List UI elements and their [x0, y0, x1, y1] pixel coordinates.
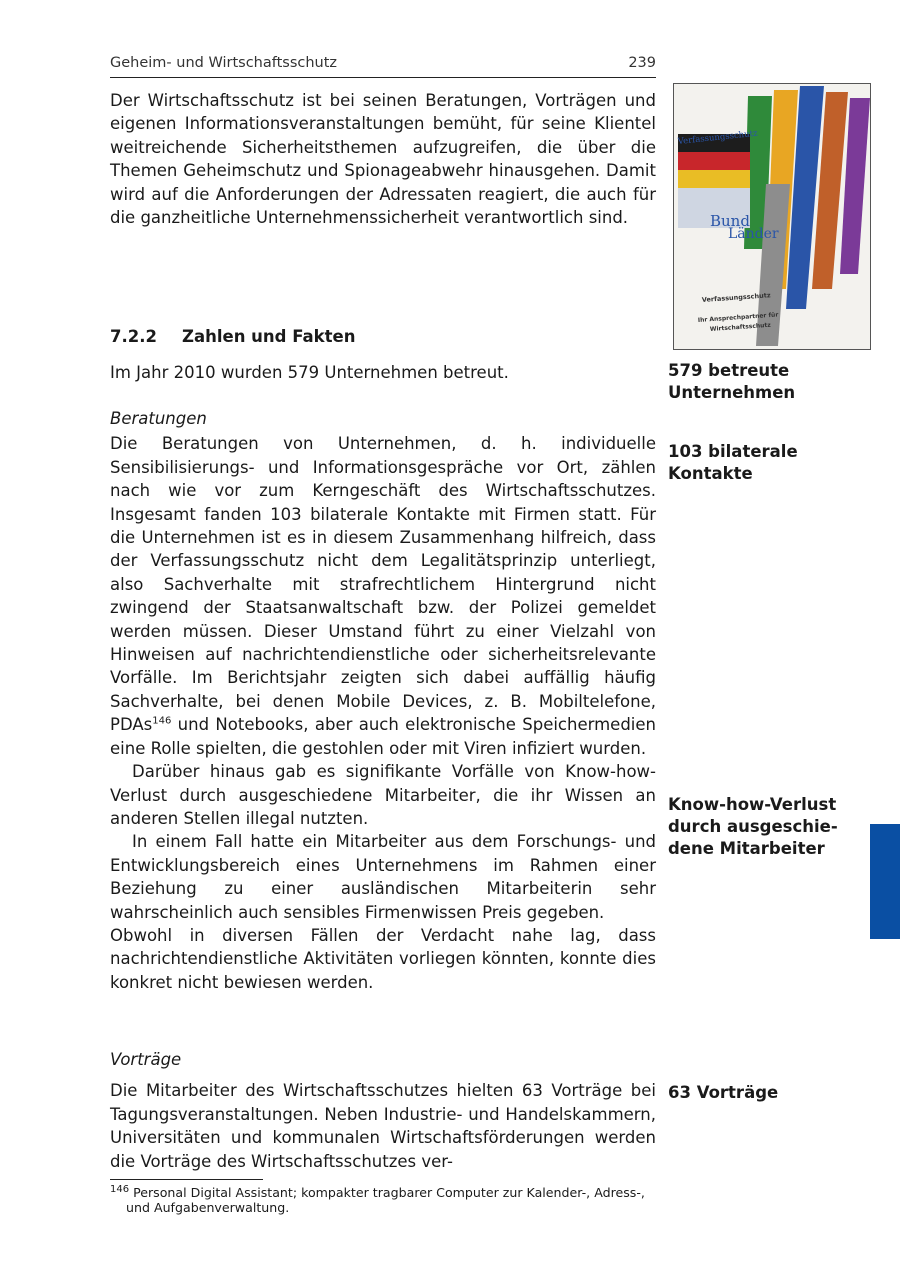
brochure-cover-graphic: [674, 84, 870, 349]
footnote-rule: [110, 1179, 263, 1180]
vortraege-block: [110, 1048, 656, 1173]
cover-title-top: Verfassungsschutz: [677, 128, 758, 147]
cover-line-3: Wirtschaftsschutz: [709, 321, 772, 333]
beratungen-paragraph-1: [110, 432, 656, 760]
beratungen-paragraph-2: Darüber hinaus gab es signifikante Vorfälle von Know-how-Verlust durch ausgeschiedene Mitarbeiter, die ihr Wissen an anderen Stellen illegal nutzten.: [110, 762, 656, 828]
margin-note-vortraege: 63 Vorträge: [668, 1083, 779, 1102]
beratungen-paragraph-3: In einem Fall hatte ein Mitarbeiter aus dem Forschungs- und Entwicklungsbereich eines Unternehmens im Rahmen einer Beziehung zu einer ausländischen Mitarbeiterin sehr wahrscheinlich auch sensibles Firmenwissen Preis gegeben.: [110, 832, 656, 922]
cover-line-1: Verfassungsschutz: [701, 291, 771, 304]
year-line-block: [110, 361, 656, 384]
footnote-number: 146: [110, 1183, 130, 1195]
section-title: Zahlen und Fakten: [182, 327, 356, 346]
footnote-ref: 146: [152, 715, 172, 727]
vortraege-heading: Vorträge: [110, 1050, 182, 1069]
footnote-text: Personal Digital Assistant; kompakter tragbarer Computer zur Kalender-, Adress-,: [129, 1185, 645, 1200]
margin-note-kontakte: 103 bilaterale Kontakte: [668, 442, 798, 483]
beratungen-heading: Beratungen: [110, 409, 207, 428]
intro-paragraph: Der Wirtschaftsschutz ist bei seinen Beratungen, Vorträgen und eigenen Informationsveranstaltungen bemüht, für seine Klientel weitreichende Sicherheitsthemen aufzugreifen, die über die Themen Geheimschutz und Spionageabwehr hinausgehen. Damit wird auf die Anforderungen der Adressaten reagiert, die auch für die ganzheitliche Unternehmenssicherheit verantwortlich sind.: [110, 91, 656, 228]
footnote-line-2: und Aufgabenverwaltung.: [126, 1200, 290, 1215]
brochure-cover-image: [673, 83, 871, 350]
cover-line-2: Ihr Ansprechpartner für: [697, 311, 779, 324]
year-line: Im Jahr 2010 wurden 579 Unternehmen betreut.: [110, 363, 509, 382]
thumb-index-tab: [870, 824, 900, 939]
footnote: [110, 1185, 670, 1215]
cover-bund: Bund: [710, 212, 750, 230]
margin-note-unternehmen: 579 betreute Unternehmen: [668, 361, 796, 402]
intro-block: [110, 89, 656, 229]
section-number: 7.2.2: [110, 327, 157, 346]
header-title: Geheim- und Wirtschaftsschutz: [110, 55, 338, 71]
margin-note-knowhow: Know-how-Verlust durch ausgeschiedene Mitarbeiter: [668, 795, 838, 858]
beratungen-paragraph-4: Obwohl in diversen Fällen der Verdacht nahe lag, dass nachrichtendienstliche Aktivitäten vorliegen könnten, konnte dies konkret nicht bewiesen werden.: [110, 925, 656, 992]
section-heading: [110, 325, 656, 348]
footnote-line-1: [110, 1185, 670, 1200]
page-number: 239: [628, 55, 656, 71]
vortraege-paragraph-1: Die Mitarbeiter des Wirtschaftsschutzes hielten 63 Vorträge bei Tagungsveranstaltungen. Neben Industrie- und Handelskammern, Universitäten und kommunalen Wirtschaftsförderungen werden die Vorträge des Wirtschaftsschutzes ver-: [110, 1081, 656, 1171]
beratungen-p1-text: Die Beratungen von Unternehmen, d. h. individuelle Sensibilisierungs- und Informationsgespräche vor Ort, zählen nach wie vor zum Kerngeschäft des Wirtschaftsschutzes. Insgesamt fanden 103 bilaterale Kontakte mit Firmen statt. Für die Unternehmen ist es in diesem Zusammenhang hilfreich, dass der Verfassungsschutz nicht dem Legalitätsprinzip unterliegt, also Sachverhalte mit strafrechtlichem Hintergrund nicht zwingend der Staatsanwaltschaft bzw. der Polizei gemeldet werden müssen. Dieser Umstand führt zu einer Vielzahl von Hinweisen auf nachrichtendienstliche oder sicherheitsrelevante Vorfälle. Im Berichtsjahr zeigten sich dabei auffällig häufig Sachverhalte, bei denen Mobile Devices, z. B. Mobiltelefone, PDAs: [110, 434, 656, 735]
cover-laender: Länder: [728, 226, 779, 242]
beratungen-p1-end: und Notebooks, aber auch elektronische Speichermedien eine Rolle spielten, die gestohlen oder mit Viren infiziert wurden.: [110, 715, 656, 758]
running-header: [110, 53, 656, 78]
beratungen-block: [110, 407, 656, 994]
